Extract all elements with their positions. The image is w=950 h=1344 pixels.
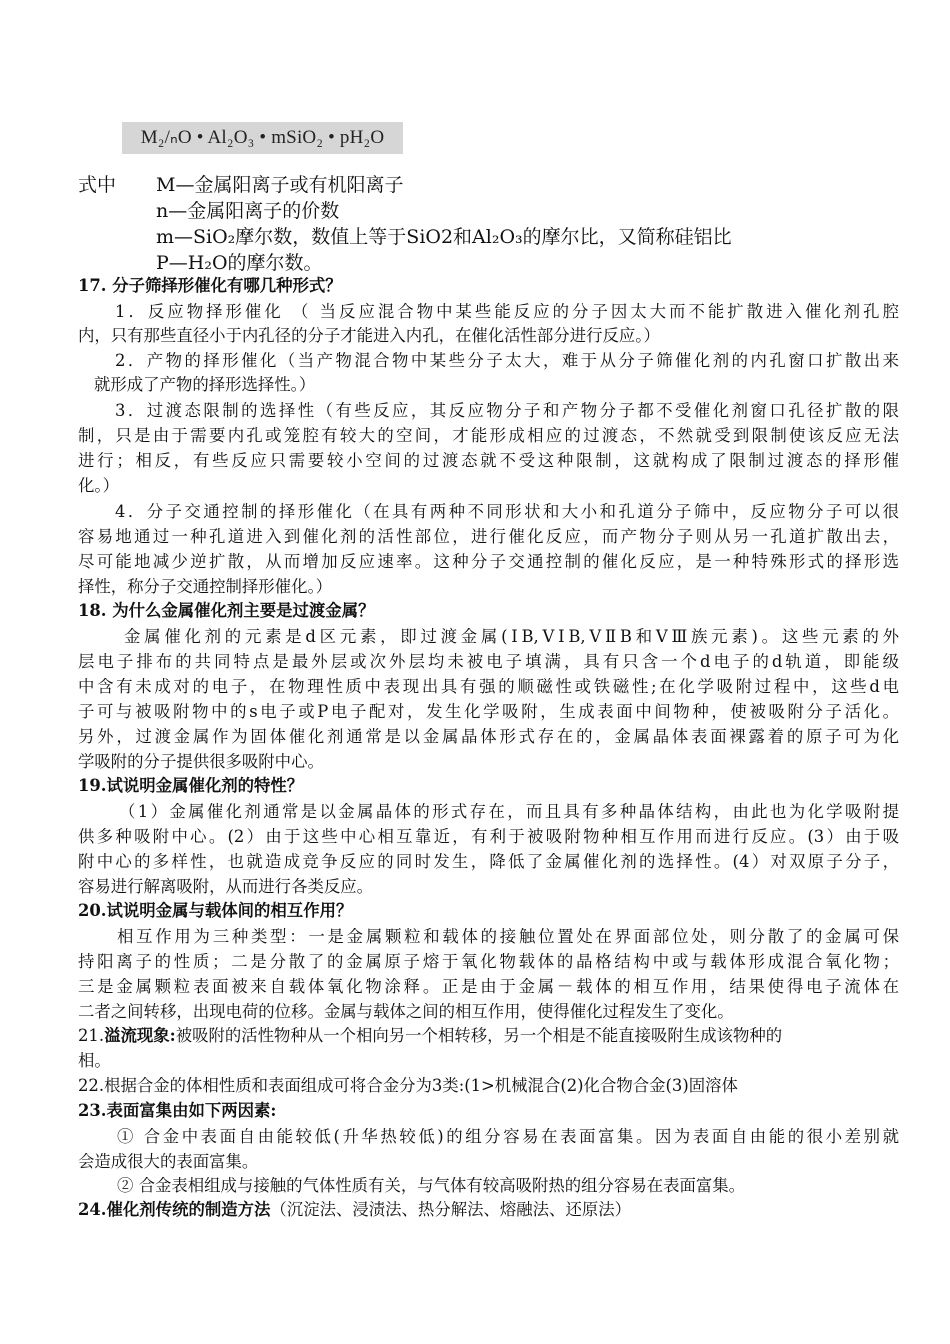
q17-p2-line-1: 2．产物的择形催化（当产物混合物中某些分子太大，难于从分子筛催化剂的内孔窗口扩散出来 bbox=[115, 351, 899, 370]
q19-line-3: 附中心的多样性，也就造成竞争反应的同时发生，降低了金属催化剂的选择性。(4）对双原子分子， bbox=[78, 852, 899, 871]
q21-number: 21. bbox=[78, 1026, 105, 1045]
q19-line-2: 供多种吸附中心。(2）由于这些中心相互靠近，有利于被吸附物种相互作用而进行反应。(3）由于吸 bbox=[78, 827, 899, 846]
where-item-p: P—H₂O的摩尔数。 bbox=[156, 252, 323, 274]
q22-line: 22.根据合金的体相性质和表面组成可将合金分为3类:(1>机械混合(2)化合物合金(3)固溶体 bbox=[78, 1076, 738, 1095]
q20-line-2: 持阳离子的性质；二是分散了的金属原子熔于氧化物载体的晶格结构中或与载体形成混合氧化物； bbox=[78, 952, 899, 971]
q17-p1-line-1: 1．反应物择形催化 （ 当反应混合物中某些能反应的分子因太大而不能扩散进入催化剂孔腔 bbox=[115, 302, 899, 321]
q17-p4-line-4: 择性，称分子交通控制择形催化。） bbox=[78, 577, 333, 596]
q19-line-1: （1）金属催化剂通常是以金属晶体的形式存在，而且具有多种晶体结构，由此也为化学吸附提 bbox=[119, 802, 899, 821]
q21-text: 被吸附的活性物种从一个相向另一个相转移，另一个相是不能直接吸附生成该物种的 bbox=[175, 1026, 783, 1045]
q17-p1-line-2: 内，只有那些直径小于内孔径的分子才能进入内孔，在催化活性部分进行反应。） bbox=[78, 326, 660, 345]
q18-line-5: 另外，过渡金属作为固体催化剂通常是以金属晶体形式存在的，金属晶体表面裸露着的原子可为化 bbox=[78, 727, 899, 746]
where-item-n: n—金属阳离子的价数 bbox=[156, 200, 340, 222]
q19-title: 19.试说明金属催化剂的特性？ bbox=[78, 776, 304, 795]
q18-line-2: 层电子排布的共同特点是最外层或次外层均未被电子填满，具有只含一个d电子的d轨道，即能级 bbox=[78, 652, 899, 671]
q23-title: 23.表面富集由如下两因素: bbox=[78, 1101, 277, 1120]
q21-term: 溢流现象: bbox=[104, 1026, 176, 1045]
q24-title: 24.催化剂传统的制造方法 bbox=[78, 1200, 271, 1219]
q20-title: 20.试说明金属与载体间的相互作用？ bbox=[78, 901, 353, 920]
where-line-1 bbox=[78, 172, 403, 198]
q17-p3-line-3: 进行；相反，有些反应只需要较小空间的过渡态就不受这种限制，这就构成了限制过渡态的择形催 bbox=[78, 451, 899, 470]
q20-line-3: 三是金属颗粒表面被来自载体氧化物涂释。正是由于金属－载体的相互作用，结果使得电子流体在 bbox=[78, 977, 899, 996]
where-item-msio2: m—SiO₂摩尔数，数值上等于SiO2和Al₂O₃的摩尔比，又简称硅铝比 bbox=[156, 226, 732, 248]
q23-p2-line: ② 合金表相组成与接触的气体性质有关，与气体有较高吸附热的组分容易在表面富集。 bbox=[117, 1176, 746, 1195]
q18-line-3: 中含有未成对的电子，在物理性质中表现出具有强的顺磁性或铁磁性;在化学吸附过程中，这些d电 bbox=[78, 677, 899, 696]
q17-title: 17. 分子筛择形催化有哪几种形式？ bbox=[78, 276, 342, 295]
q17-p4-line-1: 4．分子交通控制的择形催化（在具有两种不同形状和大小和孔道分子筛中，反应物分子可以很 bbox=[115, 502, 899, 521]
q18-line-1: 金属催化剂的元素是d区元素，即过渡金属(ⅠB,ⅤⅠB,ⅤⅡB和ⅤⅢ族元素)。这些元素的外 bbox=[124, 627, 899, 646]
q23-p1-line-1: ① 合金中表面自由能较低(升华热较低)的组分容易在表面富集。因为表面自由能的很小差别就 bbox=[117, 1127, 899, 1146]
q24-text: （沉淀法、浸渍法、热分解法、熔融法、还原法） bbox=[270, 1200, 632, 1219]
q18-line-6: 学吸附的分子提供很多吸附中心。 bbox=[78, 752, 324, 771]
q17-p3-line-2: 制，只是由于需要内孔或笼腔有较大的空间，才能形成相应的过渡态，不然就受到限制使该反应无法 bbox=[78, 426, 899, 445]
zeolite-formula: M₂/ₙO • Al₂O₃ • mSiO₂ • pH₂O bbox=[122, 122, 403, 154]
q21-line-2: 相。 bbox=[78, 1051, 111, 1070]
q17-p3-line-4: 化。） bbox=[78, 476, 119, 495]
q18-title: 18. 为什么金属催化剂主要是过渡金属？ bbox=[78, 601, 375, 620]
q17-p4-line-2: 容易地通过一种孔道进入到催化剂的活性部位，进行催化反应，而产物分子则从另一孔道扩散出去， bbox=[78, 527, 899, 546]
q23-p1-line-2: 会造成很大的表面富集。 bbox=[78, 1152, 259, 1171]
q21-line-1 bbox=[78, 1023, 782, 1049]
q18-line-4: 子可与被吸附物中的s电子或P电子配对，发生化学吸附，生成表面中间物种，使被吸附分子活化。 bbox=[78, 702, 899, 721]
q17-p4-line-3: 尽可能地减少逆扩散，从而增加反应速率。这种分子交通控制的催化反应，是一种特殊形式的择形选 bbox=[78, 552, 899, 571]
where-item-m: M—金属阳离子或有机阳离子 bbox=[156, 174, 404, 196]
q20-line-1: 相互作用为三种类型：一是金属颗粒和载体的接触位置处在界面部位处，则分散了的金属可保 bbox=[117, 927, 899, 946]
q17-p2-line-2: 就形成了产物的择形选择性。） bbox=[94, 375, 316, 394]
q24-line bbox=[78, 1197, 631, 1223]
q19-line-4: 容易进行解离吸附，从而进行各类反应。 bbox=[78, 877, 374, 896]
where-label: 式中 bbox=[78, 174, 117, 196]
q17-p3-line-1: 3．过渡态限制的选择性（有些反应，其反应物分子和产物分子都不受催化剂窗口孔径扩散的限 bbox=[115, 401, 899, 420]
q20-line-4: 二者之间转移，出现电荷的位移。金属与载体之间的相互作用，使得催化过程发生了变化。 bbox=[78, 1002, 734, 1021]
